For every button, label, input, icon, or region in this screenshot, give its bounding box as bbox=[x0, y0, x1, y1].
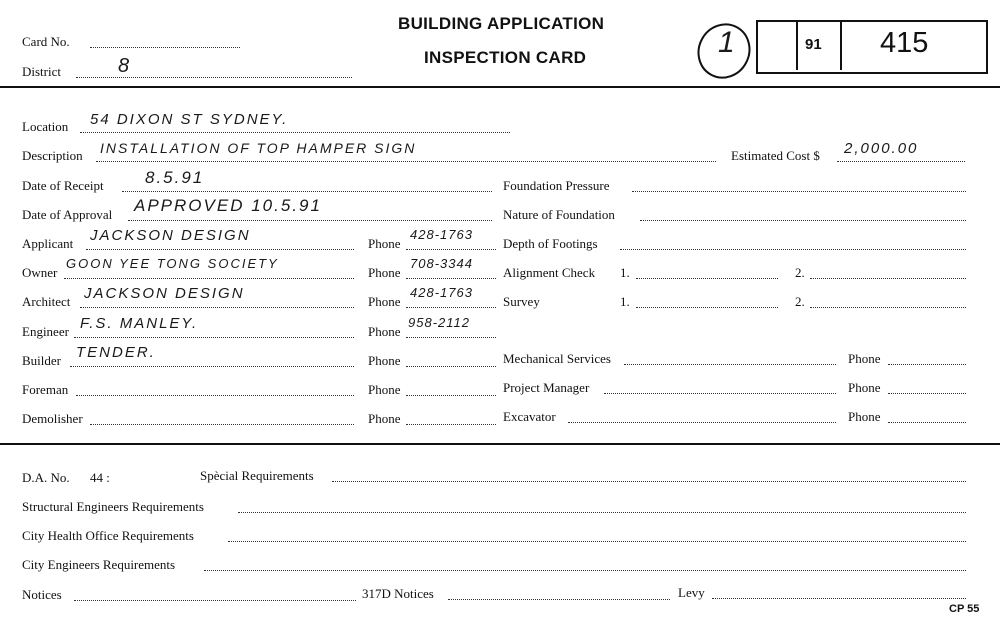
structural-requirements-label: Structural Engineers Requirements bbox=[22, 499, 204, 514]
form-title-line2: INSPECTION CARD bbox=[424, 48, 587, 67]
alignment-check-item2-label: 2. bbox=[795, 265, 805, 280]
builder-field[interactable] bbox=[70, 366, 354, 367]
engineers-requirements-field[interactable] bbox=[204, 570, 966, 571]
foreman-label: Foreman bbox=[22, 382, 69, 397]
mechanical-services-phone-label: Phone bbox=[848, 351, 881, 366]
foundation-pressure-label: Foundation Pressure bbox=[503, 178, 610, 193]
builder-phone-label: Phone bbox=[368, 353, 401, 368]
excavator-label: Excavator bbox=[503, 409, 556, 424]
location-field[interactable] bbox=[80, 132, 510, 133]
alignment-check-item1-field[interactable] bbox=[636, 278, 778, 279]
form-code: CP 55 bbox=[949, 603, 980, 615]
special-requirements-field[interactable] bbox=[332, 481, 966, 482]
survey-item2-label: 2. bbox=[795, 294, 805, 309]
builder-label: Builder bbox=[22, 353, 61, 368]
architect-field[interactable] bbox=[80, 307, 354, 308]
foreman-field[interactable] bbox=[76, 395, 354, 396]
alignment-check-label: Alignment Check bbox=[503, 265, 596, 280]
applicant-field[interactable] bbox=[86, 249, 354, 250]
alignment-check-item1-label: 1. bbox=[620, 265, 630, 280]
survey-item2-field[interactable] bbox=[810, 307, 966, 308]
nature-of-foundation-label: Nature of Foundation bbox=[503, 207, 615, 222]
header-divider bbox=[0, 86, 1000, 88]
notices-317d-label: 317D Notices bbox=[362, 586, 434, 601]
health-requirements-label: City Health Office Requirements bbox=[22, 528, 194, 543]
engineer-field[interactable] bbox=[74, 337, 354, 338]
engineer-phone-field[interactable] bbox=[406, 337, 496, 338]
engineer-phone-value: 958-2112 bbox=[408, 315, 470, 330]
year-value: 91 bbox=[805, 36, 822, 53]
da-no-label: D.A. No. bbox=[22, 470, 70, 485]
survey-label: Survey bbox=[503, 294, 540, 309]
card-number-value: 415 bbox=[880, 27, 929, 59]
project-manager-phone-field[interactable] bbox=[888, 393, 966, 394]
excavator-phone-field[interactable] bbox=[888, 422, 966, 423]
estimated-cost-value: 2,000.00 bbox=[844, 140, 919, 157]
owner-label: Owner bbox=[22, 265, 58, 280]
owner-phone-label: Phone bbox=[368, 265, 401, 280]
date-of-approval-value: APPROVED 10.5.91 bbox=[134, 196, 322, 215]
applicant-value: JACKSON DESIGN bbox=[90, 227, 251, 244]
description-value: INSTALLATION OF TOP HAMPER SIGN bbox=[100, 140, 417, 156]
date-of-approval-label: Date of Approval bbox=[22, 207, 113, 222]
demolisher-phone-field[interactable] bbox=[406, 424, 496, 425]
description-label: Description bbox=[22, 148, 83, 163]
notices-317d-field[interactable] bbox=[448, 599, 670, 600]
depth-of-footings-field[interactable] bbox=[620, 249, 966, 250]
da-no-value: 44 : bbox=[90, 470, 110, 485]
applicant-label: Applicant bbox=[22, 236, 74, 251]
mechanical-services-field[interactable] bbox=[624, 364, 836, 365]
builder-phone-field[interactable] bbox=[406, 366, 496, 367]
applicant-phone-field[interactable] bbox=[406, 249, 496, 250]
date-of-approval-field[interactable] bbox=[128, 220, 492, 221]
description-field[interactable] bbox=[96, 161, 716, 162]
demolisher-phone-label: Phone bbox=[368, 411, 401, 426]
engineer-value: F.S. MANLEY. bbox=[80, 315, 199, 332]
mechanical-services-phone-field[interactable] bbox=[888, 364, 966, 365]
project-manager-phone-label: Phone bbox=[848, 380, 881, 395]
structural-requirements-field[interactable] bbox=[238, 512, 966, 513]
special-requirements-label: Spècial Requirements bbox=[200, 468, 314, 483]
engineer-label: Engineer bbox=[22, 324, 69, 339]
foundation-pressure-field[interactable] bbox=[632, 191, 966, 192]
architect-phone-label: Phone bbox=[368, 294, 401, 309]
card-no-field[interactable] bbox=[90, 47, 240, 48]
excavator-phone-label: Phone bbox=[848, 409, 881, 424]
notices-field[interactable] bbox=[74, 600, 356, 601]
section-divider bbox=[0, 443, 1000, 445]
engineer-phone-label: Phone bbox=[368, 324, 401, 339]
district-label: District bbox=[22, 64, 61, 79]
owner-phone-value: 708-3344 bbox=[410, 256, 473, 271]
engineers-requirements-label: City Engineers Requirements bbox=[22, 557, 176, 572]
survey-item1-label: 1. bbox=[620, 294, 630, 309]
location-value: 54 DIXON ST SYDNEY. bbox=[90, 111, 289, 128]
nature-of-foundation-field[interactable] bbox=[640, 220, 966, 221]
project-manager-field[interactable] bbox=[604, 393, 836, 394]
foreman-phone-label: Phone bbox=[368, 382, 401, 397]
owner-phone-field[interactable] bbox=[406, 278, 496, 279]
demolisher-label: Demolisher bbox=[22, 411, 83, 426]
mechanical-services-label: Mechanical Services bbox=[503, 351, 611, 366]
circled-mark-value: 1 bbox=[718, 26, 737, 59]
levy-label: Levy bbox=[678, 585, 705, 600]
owner-value: GOON YEE TONG SOCIETY bbox=[66, 256, 279, 271]
applicant-phone-label: Phone bbox=[368, 236, 401, 251]
applicant-phone-value: 428-1763 bbox=[410, 227, 473, 242]
alignment-check-item2-field[interactable] bbox=[810, 278, 966, 279]
architect-phone-field[interactable] bbox=[406, 307, 496, 308]
form-title-line1: BUILDING APPLICATION bbox=[398, 14, 605, 33]
architect-label: Architect bbox=[22, 294, 71, 309]
location-label: Location bbox=[22, 119, 69, 134]
notices-label: Notices bbox=[22, 587, 62, 602]
estimated-cost-label: Estimated Cost $ bbox=[731, 148, 820, 163]
date-of-receipt-field[interactable] bbox=[122, 191, 492, 192]
estimated-cost-field[interactable] bbox=[837, 161, 965, 162]
date-of-receipt-value: 8.5.91 bbox=[145, 168, 205, 187]
excavator-field[interactable] bbox=[568, 422, 836, 423]
district-value: 8 bbox=[118, 55, 132, 77]
foreman-phone-field[interactable] bbox=[406, 395, 496, 396]
date-of-receipt-label: Date of Receipt bbox=[22, 178, 104, 193]
card-no-label: Card No. bbox=[22, 34, 70, 49]
architect-phone-value: 428-1763 bbox=[410, 285, 473, 300]
owner-field[interactable] bbox=[64, 278, 354, 279]
card-number-box bbox=[756, 20, 988, 74]
project-manager-label: Project Manager bbox=[503, 380, 590, 395]
demolisher-field[interactable] bbox=[90, 424, 354, 425]
health-requirements-field[interactable] bbox=[228, 541, 966, 542]
levy-field[interactable] bbox=[712, 598, 966, 599]
survey-item1-field[interactable] bbox=[636, 307, 778, 308]
depth-of-footings-label: Depth of Footings bbox=[503, 236, 598, 251]
builder-value: TENDER. bbox=[76, 344, 156, 361]
architect-value: JACKSON DESIGN bbox=[84, 285, 245, 302]
